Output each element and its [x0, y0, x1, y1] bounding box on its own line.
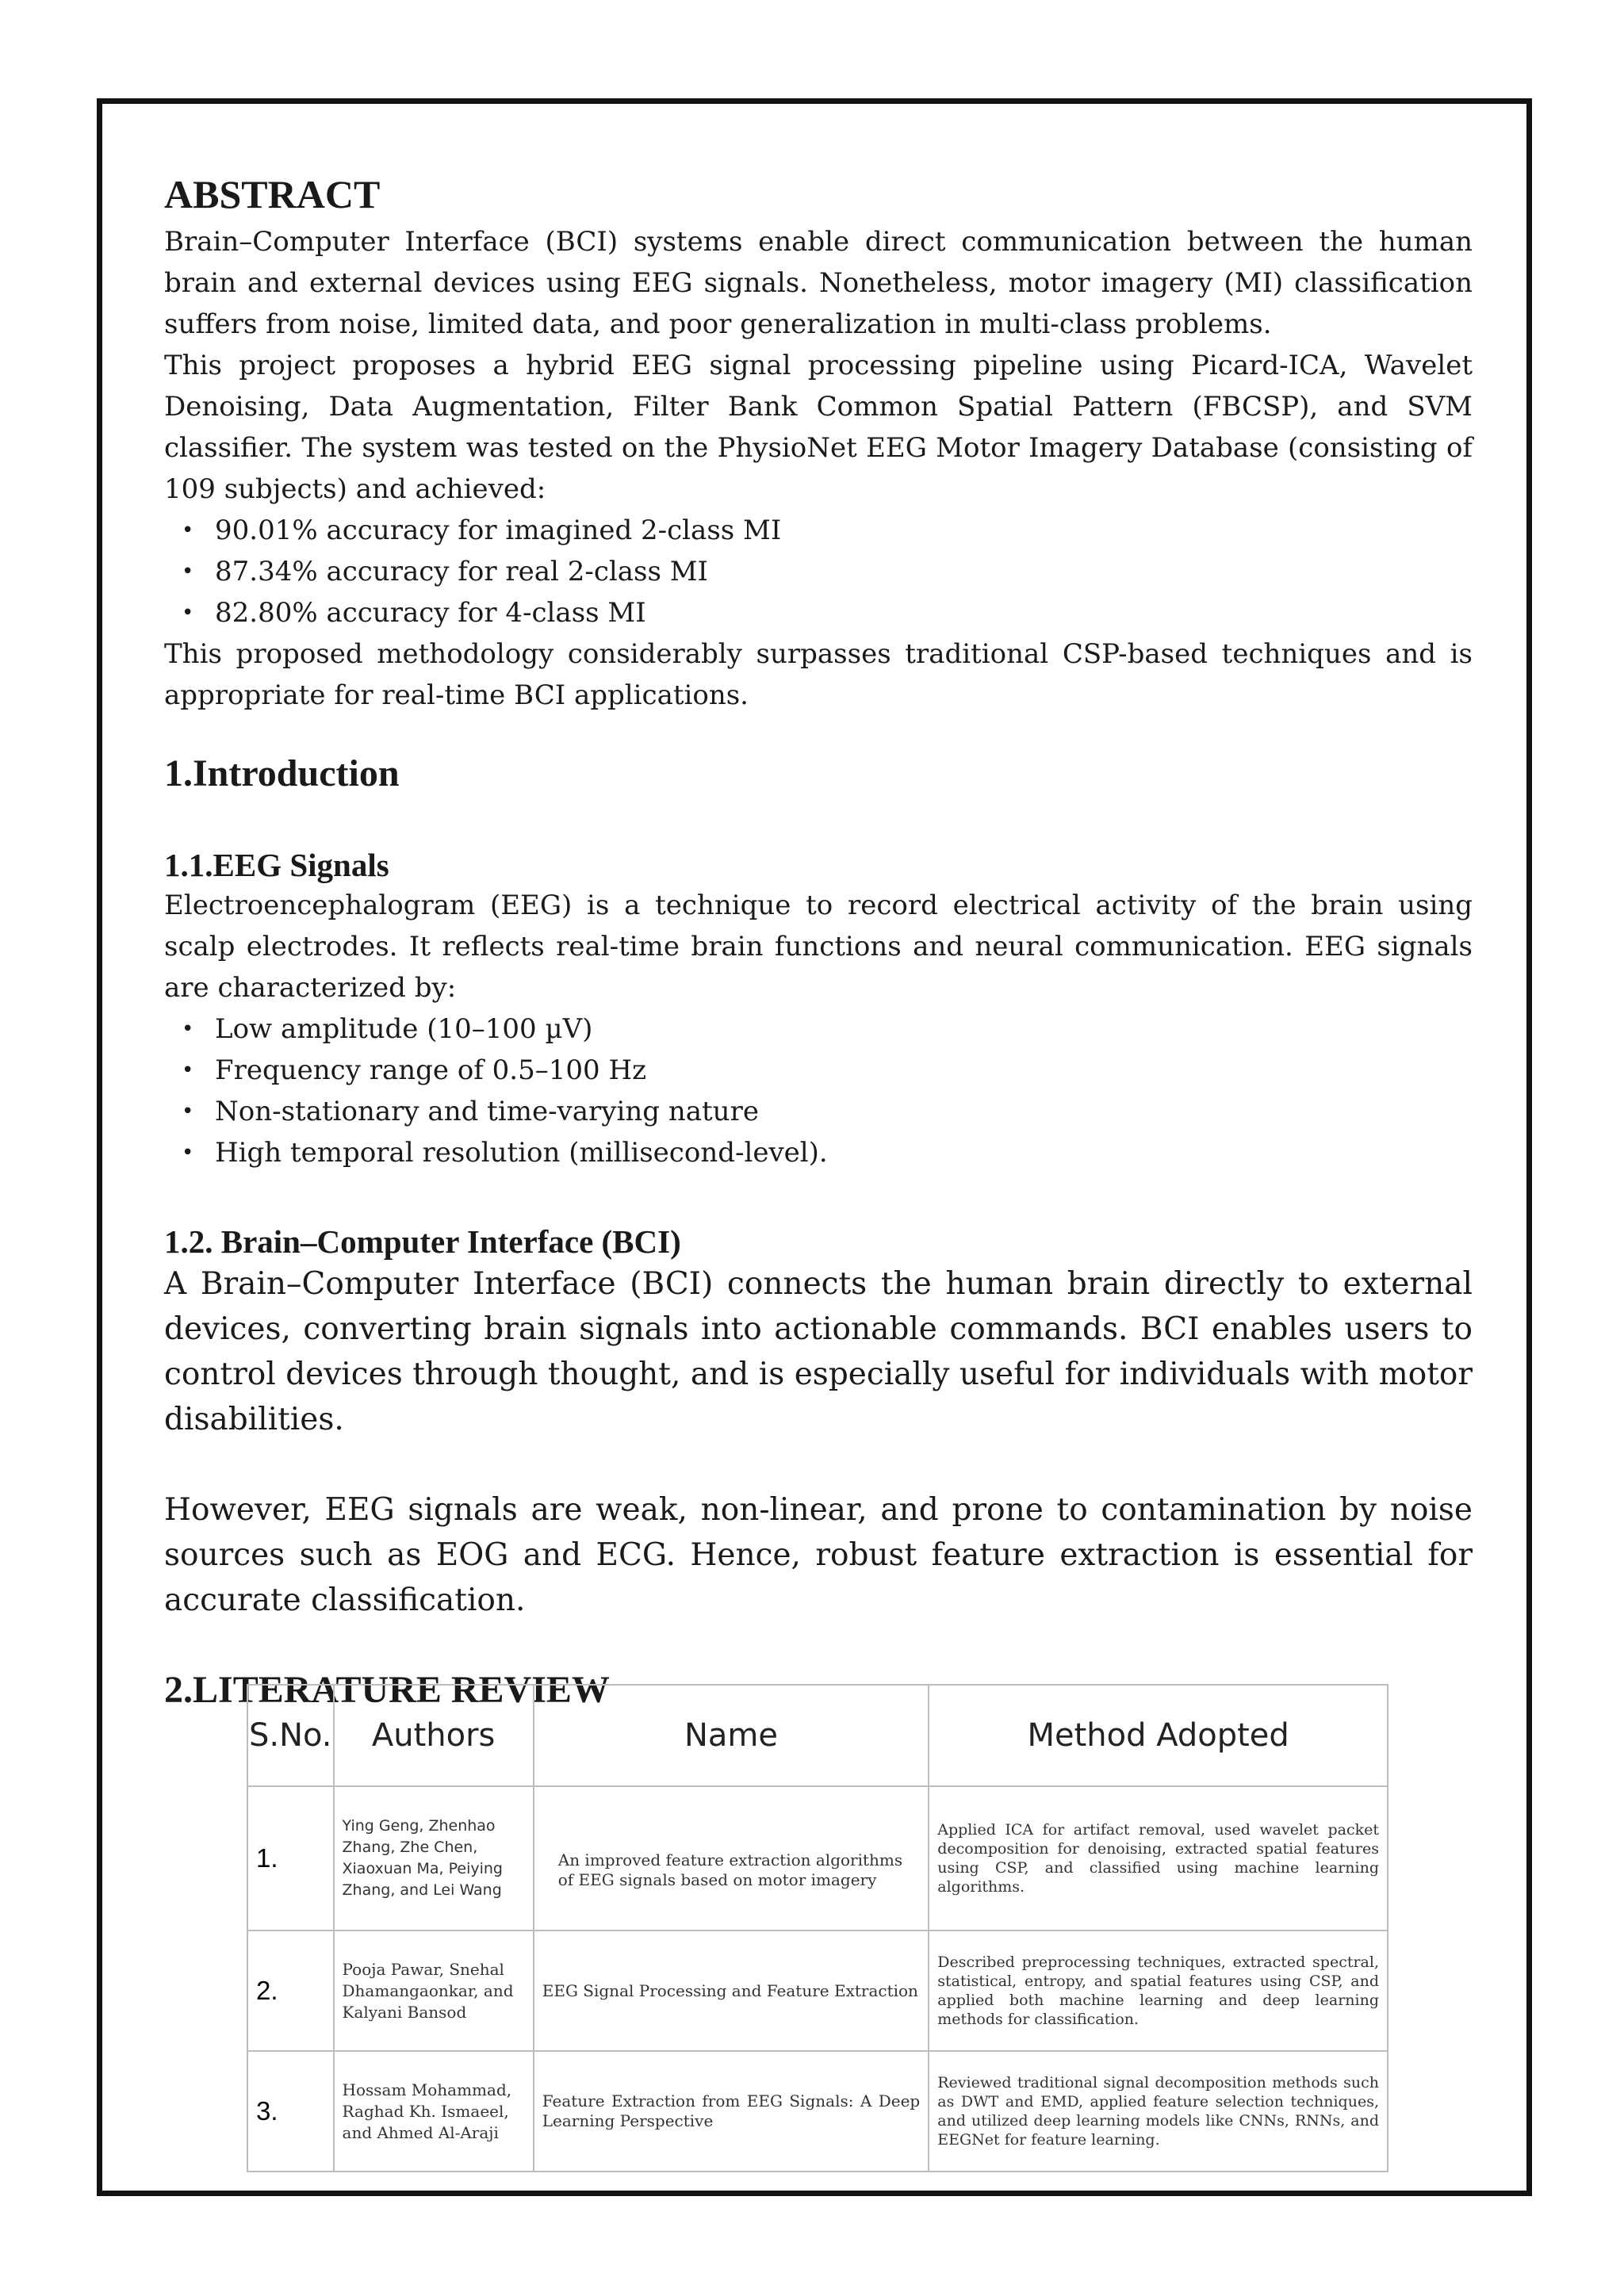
cell-sno: 1. — [247, 1786, 334, 1931]
column-header-name: Name — [534, 1685, 929, 1786]
literature-review-table — [247, 1684, 1388, 2172]
abstract-paragraph-1: Brain–Computer Interface (BCI) systems enable direct communication between the human brain and external devices using EEG signals. Nonetheless, motor imagery (MI) classification suffers from noise, limited data, and poor generalization in multi-class problems. — [164, 226, 1473, 340]
column-header-authors: Authors — [334, 1685, 534, 1786]
document-body — [164, 173, 1473, 1713]
cell-name: EEG Signal Processing and Feature Extraction — [534, 1931, 929, 2051]
cell-name: An improved feature extraction algorithms of EEG signals based on motor imagery — [534, 1786, 929, 1931]
literature-review-heading: 2.LITERATURE REVIEW — [164, 1668, 610, 1711]
abstract-paragraph-3: This proposed methodology considerably surpasses traditional CSP-based techniques and is appropriate for real-time BCI applications. — [164, 638, 1473, 711]
list-item: • Non-stationary and time-varying nature — [182, 1091, 1473, 1132]
cell-sno: 2. — [247, 1931, 334, 2051]
cell-authors: Pooja Pawar, Snehal Dhamangaonkar, and Kalyani Bansod — [334, 1931, 534, 2051]
abstract-results-list — [164, 510, 1473, 633]
cell-method: Reviewed traditional signal decomposition methods such as DWT and EMD, applied feature selection techniques, and utilized deep learning models like CNNs, RNNs, and EEGNet for feature learning. — [929, 2051, 1388, 2172]
list-item: • Low amplitude (10–100 µV) — [182, 1008, 1473, 1050]
list-item: • 82.80% accuracy for 4-class MI — [182, 592, 1473, 633]
cell-method: Described preprocessing techniques, extracted spectral, statistical, entropy, and spatial features using CSP, and applied both machine learning and deep learning methods for classification. — [929, 1931, 1388, 2051]
table-row — [247, 1786, 1388, 1931]
table-row — [247, 1931, 1388, 2051]
eeg-signals-heading: 1.1.EEG Signals — [164, 846, 389, 883]
list-item: • 90.01% accuracy for imagined 2-class MI — [182, 510, 1473, 551]
eeg-characteristics-list — [164, 1008, 1473, 1173]
cell-authors: Hossam Mohammad, Raghad Kh. Ismaeel, and Ahmed Al-Araji — [334, 2051, 534, 2172]
table-header-row — [247, 1685, 1388, 1786]
cell-method: Applied ICA for artifact removal, used wavelet packet decomposition for denoising, extracted spatial features using CSP, and classified using machine learning algorithms. — [929, 1786, 1388, 1931]
introduction-heading: 1.Introduction — [164, 752, 400, 794]
bci-paragraph-2: However, EEG signals are weak, non-linear, and prone to contamination by noise sources such as EOG and ECG. Hence, robust feature extraction is essential for accurate classification. — [164, 1491, 1473, 1618]
list-item: • Frequency range of 0.5–100 Hz — [182, 1050, 1473, 1091]
list-item: • High temporal resolution (millisecond-level). — [182, 1132, 1473, 1173]
column-header-method: Method Adopted — [929, 1685, 1388, 1786]
table-row — [247, 2051, 1388, 2172]
bci-paragraph-1: A Brain–Computer Interface (BCI) connects the human brain directly to external devices, converting brain signals into actionable commands. BCI enables users to control devices through thought, and is especially useful for individuals with motor disabilities. — [164, 1265, 1473, 1437]
cell-authors: Ying Geng, Zhenhao Zhang, Zhe Chen, Xiaoxuan Ma, Peiying Zhang, and Lei Wang — [334, 1786, 534, 1931]
abstract-paragraph-2: This project proposes a hybrid EEG signal processing pipeline using Picard-ICA, Wavelet Denoising, Data Augmentation, Filter Bank Common Spatial Pattern (FBCSP), and SVM classifier. The system was tested on the PhysioNet EEG Motor Imagery Database (consisting of 109 subjects) and achieved: — [164, 350, 1473, 505]
cell-name: Feature Extraction from EEG Signals: A Deep Learning Perspective — [534, 2051, 929, 2172]
abstract-heading: ABSTRACT — [164, 172, 381, 216]
list-item: • 87.34% accuracy for real 2-class MI — [182, 551, 1473, 592]
column-header-sno: S.No. — [247, 1685, 334, 1786]
cell-sno: 3. — [247, 2051, 334, 2172]
bci-heading: 1.2. Brain–Computer Interface (BCI) — [164, 1223, 681, 1260]
eeg-paragraph: Electroencephalogram (EEG) is a technique to record electrical activity of the brain using scalp electrodes. It reflects real-time brain functions and neural communication. EEG signals are characterized by: — [164, 889, 1473, 1004]
